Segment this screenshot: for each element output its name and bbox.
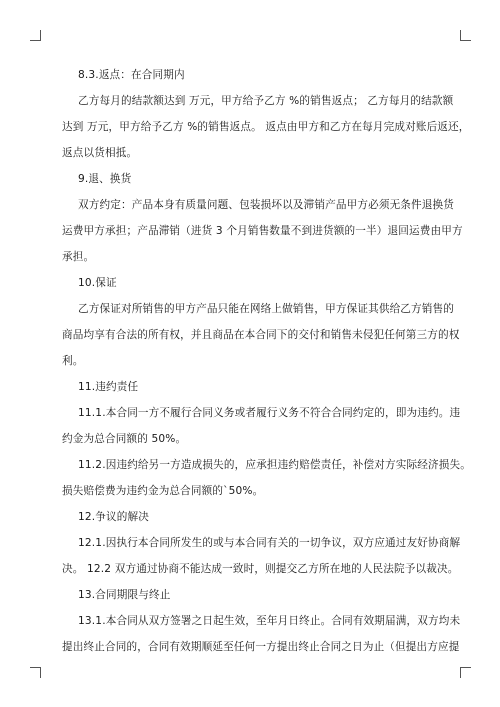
paragraph-line: 提出终止合同的，合同有效期顺延至任何一方提出终止合同之日为止（但提出方应提 xyxy=(62,641,460,653)
paragraph-line: 利。 xyxy=(62,355,84,367)
paragraph-line: 达到 万元，甲方给予乙方 %的销售返点。 返点由甲方和乙方在每月完成对账后返还， xyxy=(62,121,470,133)
section-heading-10: 10.保证 xyxy=(78,277,117,289)
paragraph-line: 11.1.本合同一方不履行合同义务或者履行义务不符合合同约定的，即为违约。违 xyxy=(78,407,461,419)
paragraph-line: 乙方保证对所销售的甲方产品只能在网络上做销售，甲方保证其供给乙方销售的 xyxy=(78,303,455,315)
section-heading-8-3: 8.3.返点：在合同期内 xyxy=(78,69,185,81)
crop-mark-bottom-left xyxy=(30,667,41,678)
paragraph-line: 12.1.因执行本合同所发生的或与本合同有关的一切争议，双方应通过友好协商解 xyxy=(78,537,461,549)
paragraph-line: 返点以货相抵。 xyxy=(62,147,138,159)
paragraph-line: 13.1.本合同从双方签署之日起生效，至年月日终止。合同有效期届满，双方均未 xyxy=(78,615,461,627)
paragraph-line: 商品均享有合法的所有权，并且商品在本合同下的交付和销售未侵犯任何第三方的权 xyxy=(62,329,460,341)
paragraph-line: 双方约定：产品本身有质量问题、包装损坏以及滞销产品甲方必须无条件退换货 xyxy=(78,199,455,211)
section-heading-11: 11.违约责任 xyxy=(78,381,139,393)
section-heading-9: 9.退、换货 xyxy=(78,173,132,185)
crop-mark-top-left xyxy=(30,30,41,41)
paragraph-line: 运费甲方承担；产品滞销（进货 3 个月销售数量不到进货额的一半）退回运费由甲方 xyxy=(62,225,463,237)
paragraph-line: 约金为总合同额的 50%。 xyxy=(62,433,187,445)
paragraph-line: 损失赔偿费为违约金为总合同额的`50%。 xyxy=(62,485,264,497)
paragraph-line: 乙方每月的结款额达到 万元，甲方给予乙方 %的销售返点； 乙方每月的结款额 xyxy=(78,95,454,107)
paragraph-line: 11.2.因违约给另一方造成损失的，应承担违约赔偿责任，补偿对方实际经济损失。 xyxy=(78,459,471,471)
section-heading-13: 13.合同期限与终止 xyxy=(78,589,171,601)
crop-mark-bottom-right xyxy=(460,667,471,678)
paragraph-line: 承担。 xyxy=(62,251,95,263)
crop-mark-top-right xyxy=(460,30,471,41)
paragraph-line: 决。 12.2 双方通过协商不能达成一致时，则提交乙方所在地的人民法院予以裁决。 xyxy=(62,563,459,575)
section-heading-12: 12.争议的解决 xyxy=(78,511,150,523)
